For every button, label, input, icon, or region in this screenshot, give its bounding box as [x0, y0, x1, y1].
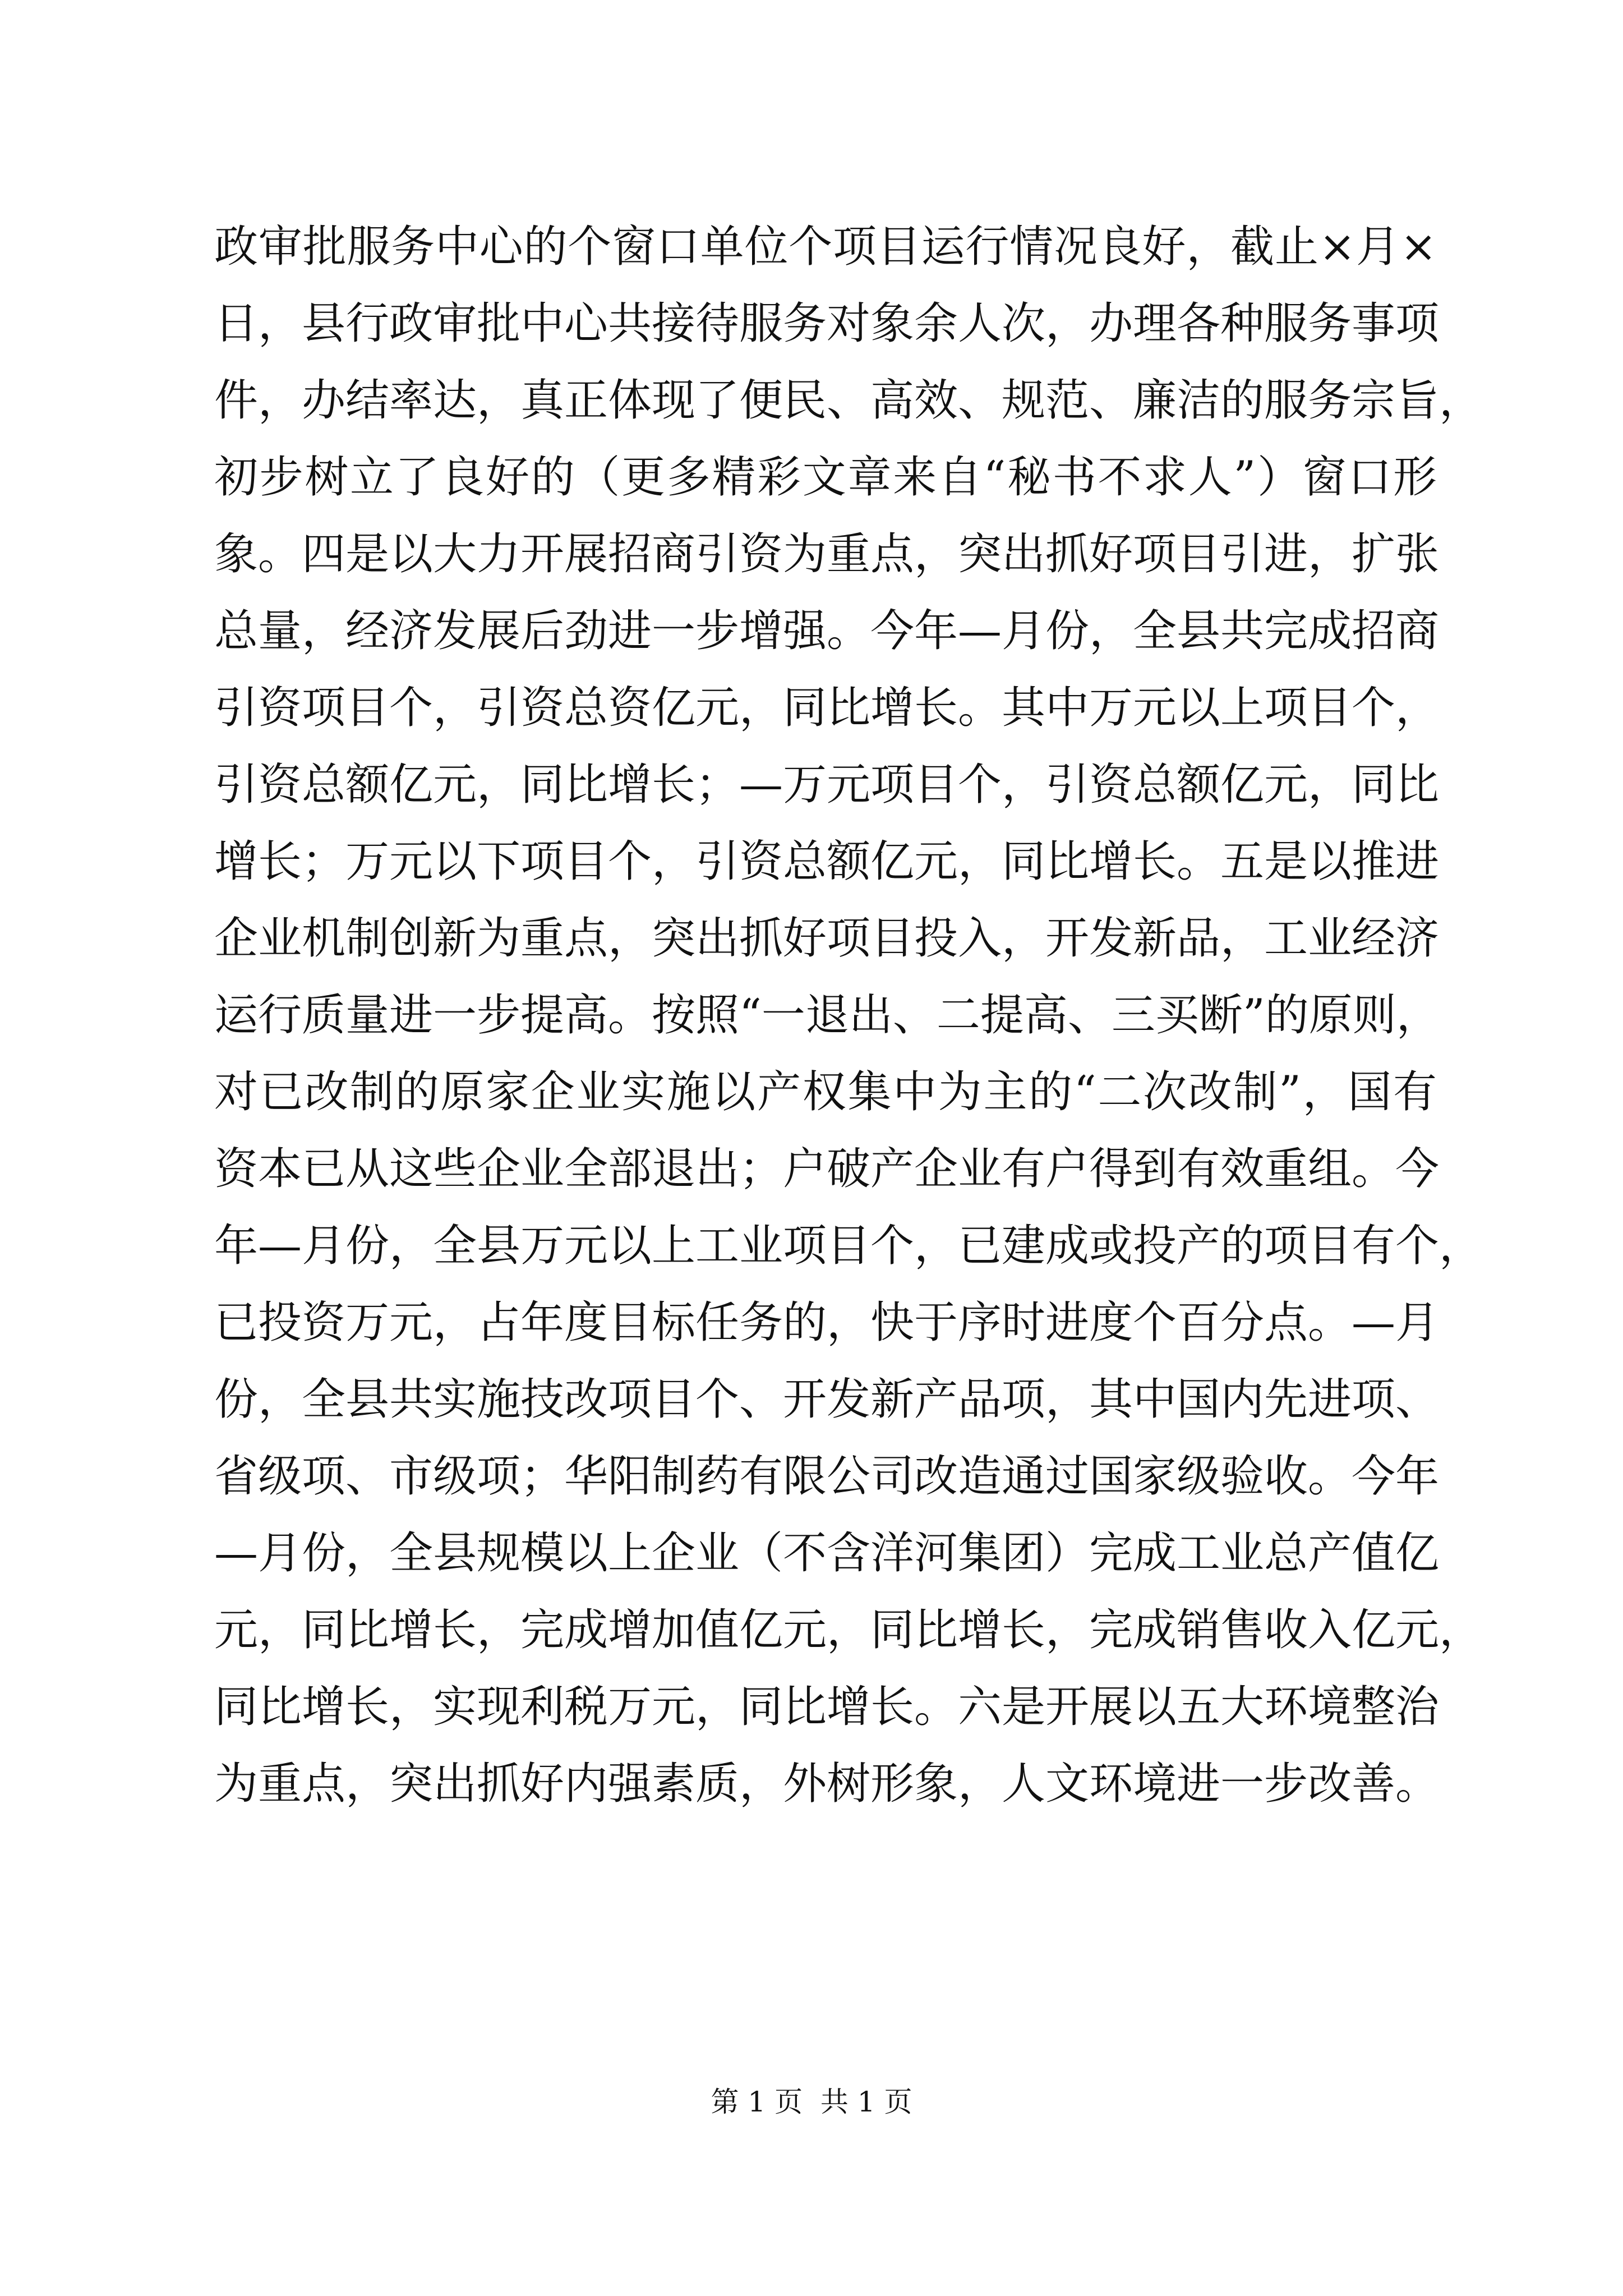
- text-line: 为重点，突出抓好内强素质，外树形象，人文环境进一步改善。: [214, 1759, 1440, 1809]
- text-line: 日，县行政审批中心共接待服务对象余人次，办理各种服务事项: [214, 298, 1440, 349]
- text-line: 企业机制创新为重点，突出抓好项目投入，开发新品，工业经济: [214, 913, 1440, 964]
- text-line: 总量，经济发展后劲进一步增强。今年—月份，全县共完成招商: [214, 606, 1440, 656]
- text-line: 元，同比增长，完成增加值亿元，同比增长，完成销售收入亿元，: [214, 1605, 1483, 1655]
- text-line: 增长；万元以下项目个，引资总额亿元，同比增长。五是以推进: [214, 836, 1440, 887]
- text-line: 份，全县共实施技改项目个、开发新产品项，其中国内先进项、: [214, 1374, 1440, 1425]
- text-line: 年—月份，全县万元以上工业项目个，已建成或投产的项目有个，: [214, 1221, 1483, 1271]
- page-footer: 第 1 页 共 1 页: [711, 2086, 912, 2118]
- text-line: 象。四是以大力开展招商引资为重点，突出抓好项目引进，扩张: [214, 529, 1440, 579]
- text-line: 政审批服务中心的个窗口单位个项目运行情况良好，截止×月×: [214, 222, 1437, 272]
- text-line: 同比增长，实现利税万元，同比增长。六是开展以五大环境整治: [214, 1682, 1440, 1732]
- text-line: 运行质量进一步提高。按照“一退出、二提高、三买断”的原则，: [214, 990, 1440, 1041]
- text-line: 资本已从这些企业全部退出；户破产企业有户得到有效重组。今: [214, 1144, 1440, 1194]
- text-line: 引资总额亿元，同比增长；—万元项目个，引资总额亿元，同比: [214, 760, 1440, 810]
- text-line: 引资项目个，引资总资亿元，同比增长。其中万元以上项目个，: [214, 683, 1440, 733]
- text-line: 对已改制的原家企业实施以产权集中为主的“二次改制”，国有: [214, 1067, 1437, 1117]
- body-text: [214, 209, 1483, 1823]
- text-line: 省级项、市级项；华阳制药有限公司改造通过国家级验收。今年: [214, 1451, 1440, 1502]
- text-line: —月份，全县规模以上企业（不含洋河集团）完成工业总产值亿: [214, 1528, 1440, 1579]
- text-line: 已投资万元，占年度目标任务的，快于序时进度个百分点。—月: [214, 1297, 1440, 1348]
- text-line: 件，办结率达，真正体现了便民、高效、规范、廉洁的服务宗旨，: [214, 375, 1483, 426]
- text-line: 初步树立了良好的（更多精彩文章来自“秘书不求人”）窗口形: [214, 452, 1437, 503]
